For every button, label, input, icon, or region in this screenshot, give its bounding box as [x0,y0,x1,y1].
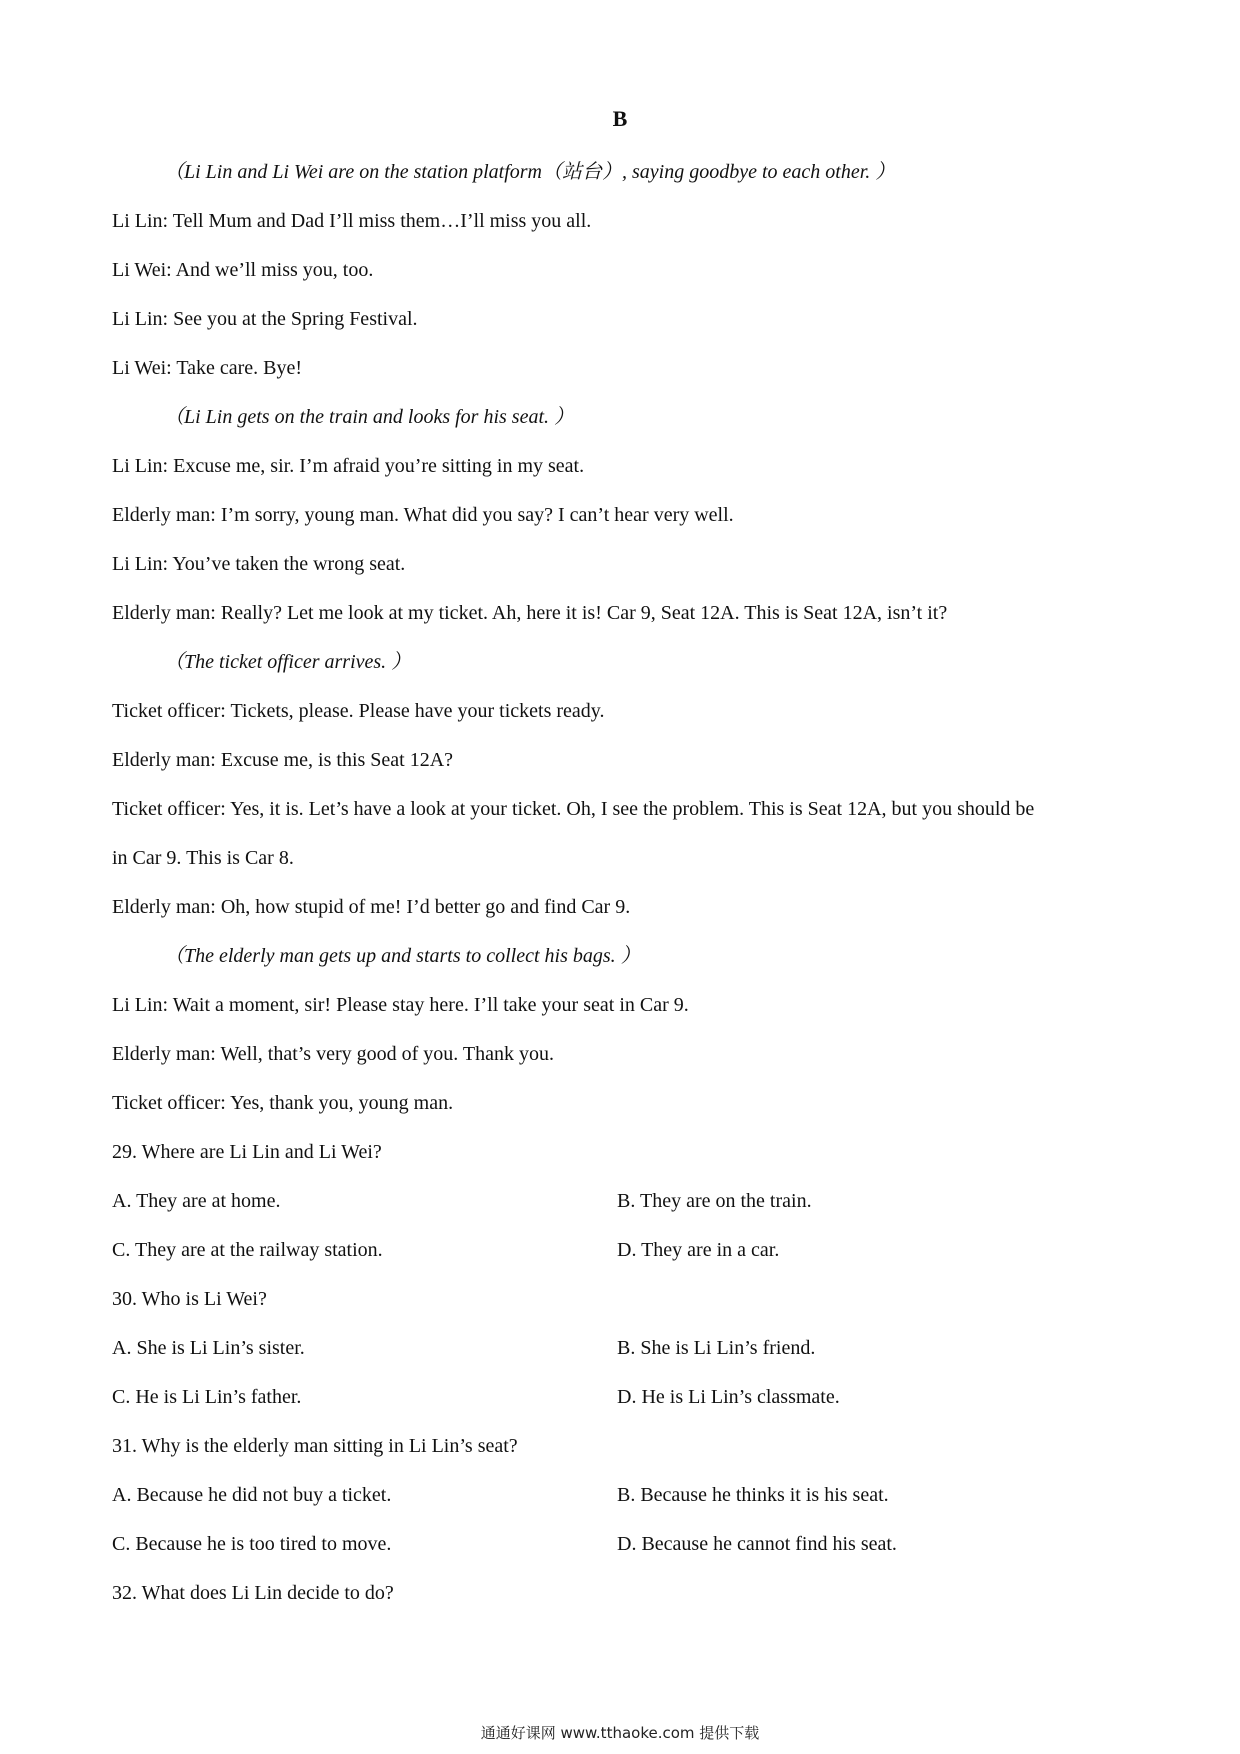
answer-option: A. They are at home. [112,1190,281,1212]
option-row [112,1324,1142,1373]
dialogue-line: Li Lin: Tell Mum and Dad I’ll miss them…I’ll miss you all. [112,210,592,232]
answer-option: A. Because he did not buy a ticket. [112,1484,392,1506]
dialogue-line: Elderly man: Excuse me, is this Seat 12A? [112,749,454,771]
page-footer: 通通好课网 www.tthaoke.com 提供下载 [480,1724,760,1742]
dialogue-line: Elderly man: Oh, how stupid of me! I’d better go and find Car 9. [112,896,631,918]
dialogue-line: in Car 9. This is Car 8. [112,847,294,869]
dialogue-line: Li Lin: See you at the Spring Festival. [112,308,418,330]
answer-option: D. They are in a car. [617,1239,780,1261]
dialogue-line: Ticket officer: Yes, it is. Let’s have a look at your ticket. Oh, I see the problem. This is Seat 12A, but you should be [112,798,1035,820]
question-text: 30. Who is Li Wei? [112,1288,267,1310]
answer-option: C. Because he is too tired to move. [112,1533,392,1555]
stage-direction: （Li Lin and Li Wei are on the station platform（站台）, saying goodbye to each other. ） [164,161,896,183]
option-row [112,1471,1142,1520]
dialogue-line: Li Wei: And we’ll miss you, too. [112,259,374,281]
stage-direction: （Li Lin gets on the train and looks for his seat. ） [164,406,575,428]
document-content [112,148,1142,1618]
option-row [112,1226,1142,1275]
dialogue-line: Li Lin: Wait a moment, sir! Please stay here. I’ll take your seat in Car 9. [112,994,689,1016]
answer-option: C. They are at the railway station. [112,1239,383,1261]
question-text: 31. Why is the elderly man sitting in Li Lin’s seat? [112,1435,518,1457]
answer-option: C. He is Li Lin’s father. [112,1386,302,1408]
option-row [112,1177,1142,1226]
section-title: B [612,106,628,131]
answer-option: A. She is Li Lin’s sister. [112,1337,305,1359]
option-row [112,1373,1142,1422]
stage-direction: （The ticket officer arrives. ） [164,651,412,673]
answer-option: D. He is Li Lin’s classmate. [617,1386,840,1408]
answer-option: B. Because he thinks it is his seat. [617,1484,889,1506]
answer-option: B. They are on the train. [617,1190,812,1212]
dialogue-line: Li Wei: Take care. Bye! [112,357,303,379]
answer-option: D. Because he cannot find his seat. [617,1533,897,1555]
dialogue-line: Ticket officer: Yes, thank you, young man. [112,1092,454,1114]
option-row [112,1520,1142,1569]
answer-option: B. She is Li Lin’s friend. [617,1337,816,1359]
dialogue-line: Elderly man: Well, that’s very good of you. Thank you. [112,1043,555,1065]
dialogue-line: Elderly man: Really? Let me look at my ticket. Ah, here it is! Car 9, Seat 12A. This is Seat 12A, isn’t it? [112,602,948,624]
dialogue-line: Li Lin: Excuse me, sir. I’m afraid you’re sitting in my seat. [112,455,585,477]
dialogue [112,148,1142,1128]
dialogue-line: Li Lin: You’ve taken the wrong seat. [112,553,406,575]
questions-list [112,1128,1142,1618]
question-text: 32. What does Li Lin decide to do? [112,1582,394,1604]
stage-direction: （The elderly man gets up and starts to collect his bags. ） [164,945,641,967]
question-text: 29. Where are Li Lin and Li Wei? [112,1141,382,1163]
dialogue-line: Ticket officer: Tickets, please. Please have your tickets ready. [112,700,605,722]
dialogue-line: Elderly man: I’m sorry, young man. What did you say? I can’t hear very well. [112,504,734,526]
